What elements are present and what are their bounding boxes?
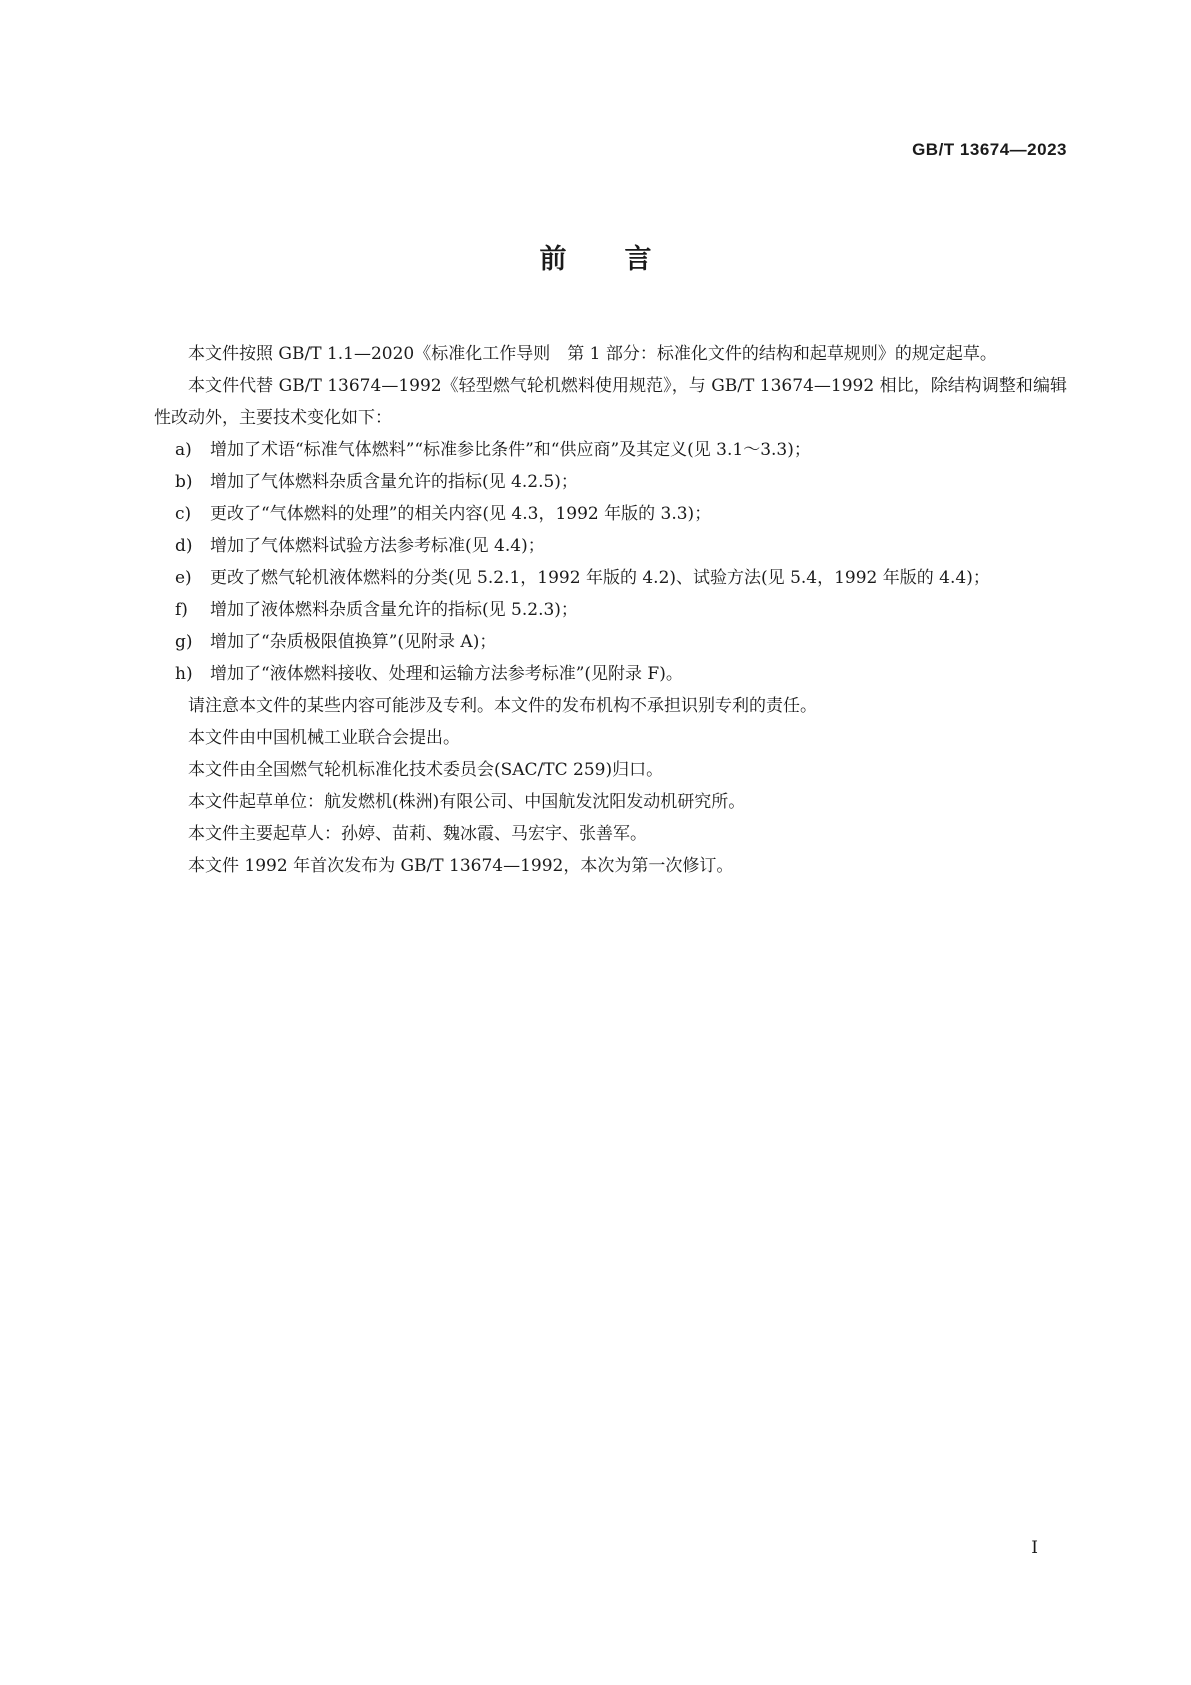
paragraph-drafting-units: 本文件起草单位：航发燃机(株洲)有限公司、中国航发沈阳发动机研究所。 [188,792,746,812]
paragraph-replaces: 本文件代替 GB/T 13674—1992《轻型燃气轮机燃料使用规范》，与 GB/T 13674—1992 相比，除结构调整和编辑性改动外，主要技术变化如下： [154,376,1067,428]
list-item [154,466,1067,498]
list-marker: a) [175,440,192,460]
list-item-text: 增加了“液体燃料接收、处理和运输方法参考标准”(见附录 F)。 [210,664,683,684]
paragraph-history: 本文件 1992 年首次发布为 GB/T 13674—1992，本次为第一次修订。 [188,856,734,876]
list-marker: h) [175,664,193,684]
changes-list [154,434,1067,690]
list-item-text: 更改了“气体燃料的处理”的相关内容(见 4.3，1992 年版的 3.3)； [210,504,712,524]
list-item [154,434,1067,466]
list-marker: f) [175,600,188,620]
list-item [154,530,1067,562]
list-item-text: 增加了“杂质极限值换算”(见附录 A)； [210,632,497,652]
list-item [154,594,1067,626]
list-item [154,626,1067,658]
list-item-text: 更改了燃气轮机液体燃料的分类(见 5.2.1，1992 年版的 4.2)、试验方法(见 5.4，1992 年版的 4.4)； [210,568,990,588]
list-marker: d) [175,536,193,556]
paragraph-patent-notice: 请注意本文件的某些内容可能涉及专利。本文件的发布机构不承担识别专利的责任。 [188,696,817,716]
standard-code: GB/T 13674—2023 [912,140,1067,159]
list-item [154,498,1067,530]
page-title: 前言 [539,244,710,275]
page-number: I [1031,1538,1038,1558]
list-marker: g) [175,632,193,652]
list-item-text: 增加了术语“标准气体燃料”“标准参比条件”和“供应商”及其定义(见 3.1～3.3)； [210,440,811,460]
list-marker: b) [175,472,193,492]
list-marker: e) [175,568,192,588]
list-item-text: 增加了气体燃料试验方法参考标准(见 4.4)； [210,536,545,556]
foreword-body [154,338,1067,882]
list-marker: c) [175,504,192,524]
list-item-text: 增加了液体燃料杂质含量允许的指标(见 5.2.3)； [210,600,578,620]
list-item [154,562,1067,594]
paragraph-drafting-rules: 本文件按照 GB/T 1.1—2020《标准化工作导则 第 1 部分：标准化文件的结构和起草规则》的规定起草。 [188,344,997,364]
list-item-text: 增加了气体燃料杂质含量允许的指标(见 4.2.5)； [210,472,578,492]
paragraph-administered-by: 本文件由全国燃气轮机标准化技术委员会(SAC/TC 259)归口。 [188,760,664,780]
paragraph-proposed-by: 本文件由中国机械工业联合会提出。 [188,728,460,748]
paragraph-drafters: 本文件主要起草人：孙婷、苗莉、魏冰霞、马宏宇、张善军。 [188,824,647,844]
list-item [154,658,1067,690]
